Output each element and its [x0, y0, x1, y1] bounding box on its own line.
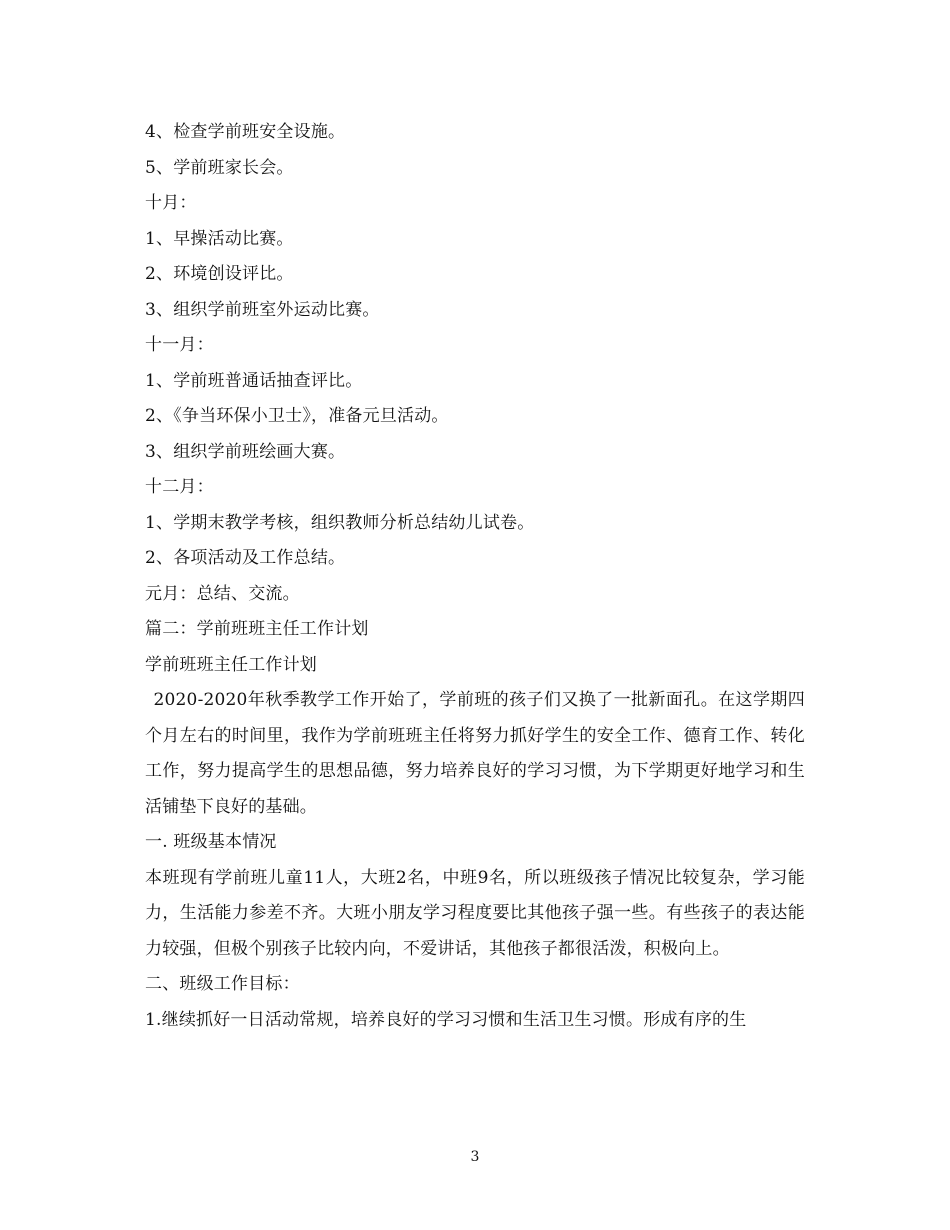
text-line: 1、早操活动比赛。	[145, 228, 294, 249]
text-line: 1、学期末教学考核，组织教师分析总结幼儿试卷。	[145, 512, 535, 533]
section-title: 篇二：学前班班主任工作计划	[145, 619, 369, 639]
goal-paragraph: 1.继续抓好一日活动常规，培养良好的学习习惯和生活卫生习惯。形成有序的生	[145, 1009, 747, 1030]
section-heading-basic-info: 一. 班级基本情况	[145, 832, 277, 852]
document-body	[145, 115, 805, 1038]
text-line: 4、检查学前班安全设施。	[145, 122, 346, 142]
text-line: 3、组织学前班室外运动比赛。	[145, 299, 380, 320]
text-line: 2、各项活动及工作总结。	[145, 548, 346, 568]
document-subtitle: 学前班班主任工作计划	[145, 654, 317, 675]
intro-paragraph: 2020-2020年秋季教学工作开始了，学前班的孩子们又换了一批新面孔。在这学期四个月左右的时间里，我作为学前班班主任将努力抓好学生的安全工作、德育工作、转化工作，努力提高学生的思想品德，努力培养良好的学习习惯，为下学期更好地学习和生活铺垫下良好的基础。	[145, 690, 805, 817]
text-line: 1、学前班普通话抽查评比。	[145, 370, 363, 391]
page-number: 3	[470, 1149, 480, 1165]
month-heading-january: 元月：总结、交流。	[145, 583, 300, 604]
month-heading-november: 十一月：	[145, 335, 214, 355]
text-line: 3、组织学前班绘画大赛。	[145, 441, 346, 462]
text-line: 5、学前班家长会。	[145, 157, 294, 178]
month-heading-december: 十二月：	[145, 477, 214, 497]
month-heading-october: 十月：	[145, 193, 197, 213]
section-heading-goals: 二、班级工作目标：	[145, 974, 300, 994]
text-line: 2、《争当环保小卫士》，准备元旦活动。	[145, 406, 449, 426]
class-info-paragraph: 本班现有学前班儿童11人，大班2名，中班9名，所以班级孩子情况比较复杂，学习能力，生活能力参差不齐。大班小朋友学习程度要比其他孩子强一些。有些孩子的表达能力较强，但极个别孩子比较内向，不爱讲话，其他孩子都很活泼，积极向上。	[145, 867, 805, 959]
text-line: 2、环境创设评比。	[145, 264, 294, 284]
